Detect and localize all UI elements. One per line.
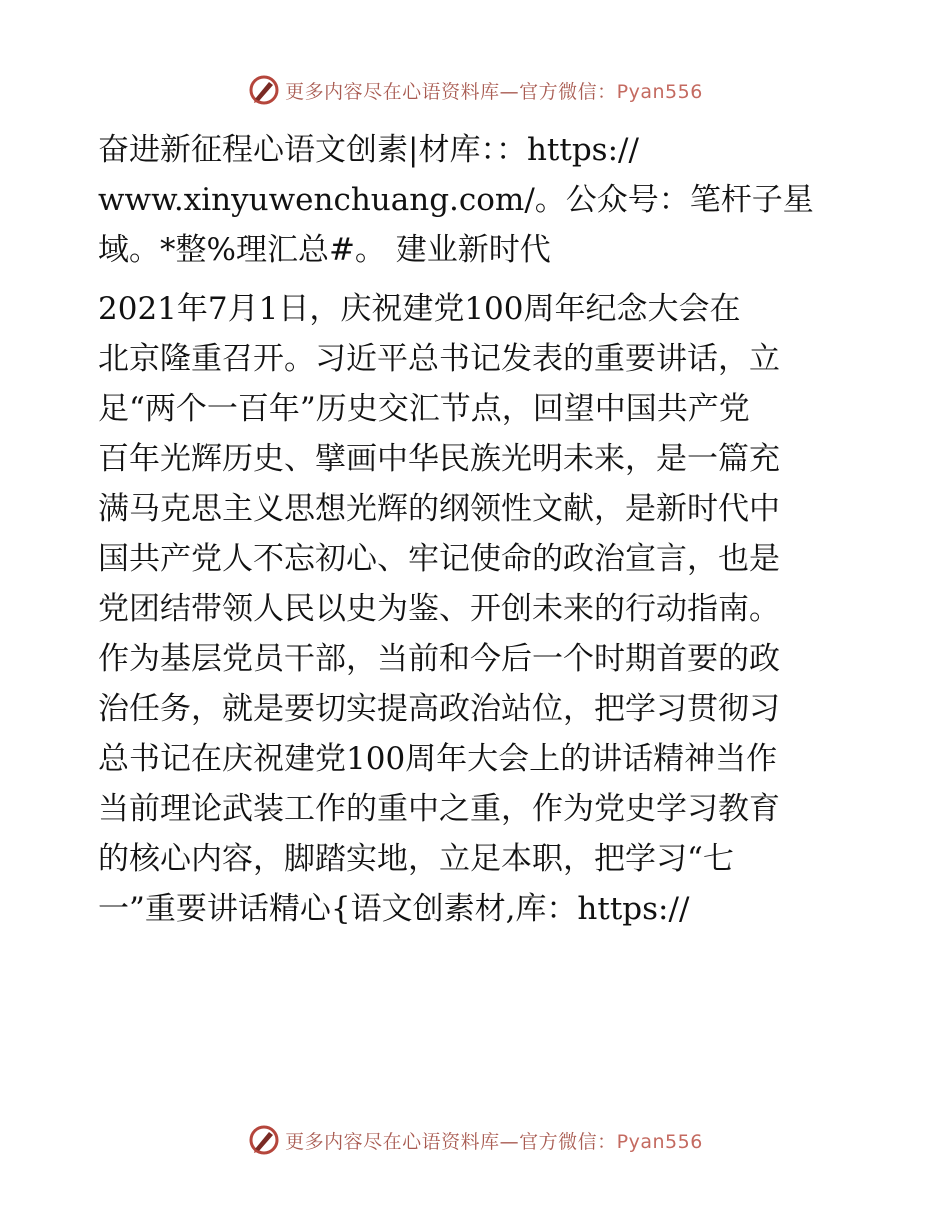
text-line: 北京隆重召开。习近平总书记发表的重要讲话，立 — [98, 341, 780, 377]
text-line: 总书记在庆祝建党100周年大会上的讲话精神当作 — [98, 741, 778, 777]
text-line: www.xinyuwenchuang.com/。公众号：笔杆子星 — [98, 182, 814, 218]
text-line: 当前理论武装工作的重中之重，作为党史学习教育 — [98, 791, 780, 827]
pen-circle-logo-icon — [247, 73, 281, 107]
banner-text: 更多内容尽在心语资料库—官方微信：Pyan556 — [285, 1130, 703, 1153]
text-line: 百年光辉历史、擘画中华民族光明未来，是一篇充 — [98, 441, 780, 477]
text-line: 域。*整%理汇总#。 建业新时代 — [98, 232, 551, 268]
header-banner — [0, 70, 950, 110]
banner-text: 更多内容尽在心语资料库—官方微信：Pyan556 — [285, 80, 703, 103]
paragraph-main — [98, 284, 858, 934]
paragraph-intro — [98, 125, 858, 275]
text-line: 足“两个一百年”历史交汇节点，回望中国共产党 — [98, 391, 750, 427]
text-line: 的核心内容，脚踏实地，立足本职，把学习“七 — [98, 841, 734, 877]
text-line: 一”重要讲话精心{语文创素材,库：https:// — [98, 891, 690, 927]
text-line: 奋进新征程心语文创素|材库：：https:// — [98, 132, 639, 168]
text-line: 国共产党人不忘初心、牢记使命的政治宣言，也是 — [98, 541, 780, 577]
pen-circle-logo-icon — [247, 1123, 281, 1157]
text-line: 党团结带领人民以史为鉴、开创未来的行动指南。 — [98, 591, 780, 627]
document-body — [98, 125, 858, 934]
text-line: 2021年7月1日，庆祝建党100周年纪念大会在 — [98, 291, 741, 327]
text-line: 作为基层党员干部，当前和今后一个时期首要的政 — [98, 641, 780, 677]
text-line: 治任务，就是要切实提高政治站位，把学习贯彻习 — [98, 691, 780, 727]
footer-banner — [0, 1120, 950, 1160]
text-line: 满马克思主义思想光辉的纲领性文献，是新时代中 — [98, 491, 780, 527]
